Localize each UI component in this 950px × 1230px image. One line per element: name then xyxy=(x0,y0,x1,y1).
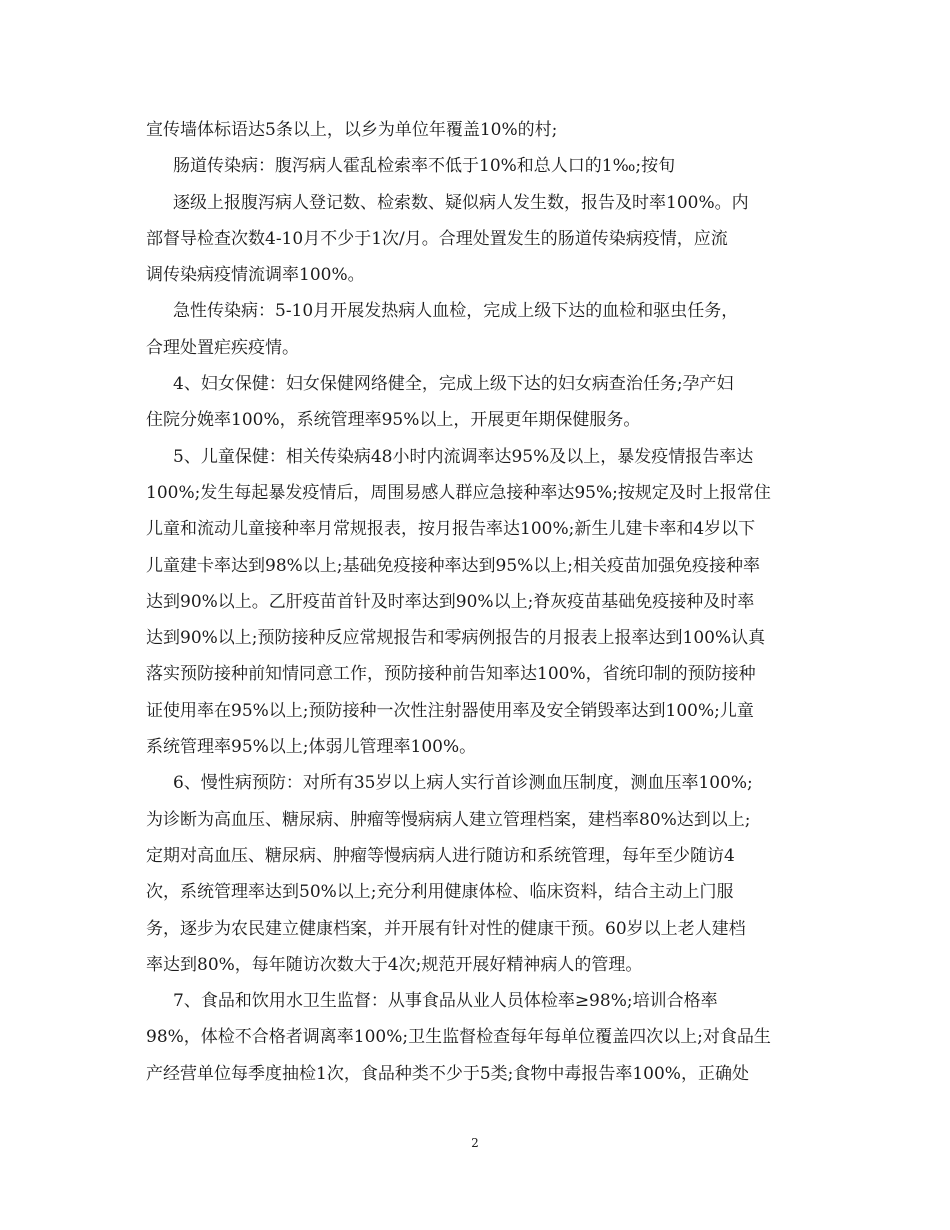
text-line: 达到90%以上。乙肝疫苗首针及时率达到90%以上;脊灰疫苗基础免疫接种及时率 xyxy=(146,591,755,612)
text-line: 调传染病疫情流调率100%。 xyxy=(146,265,365,286)
text-line: 6、慢性病预防：对所有35岁以上病人实行首诊测血压制度，测血压率100%; xyxy=(173,773,753,794)
text-line: 4、妇女保健：妇女保健网络健全，完成上级下达的妇女病查治任务;孕产妇 xyxy=(173,374,734,395)
text-line: 部督导检查次数4-10月不少于1次/月。合理处置发生的肠道传染病疫情，应流 xyxy=(146,228,728,249)
text-line: 宣传墙体标语达5条以上，以乡为单位年覆盖10%的村; xyxy=(146,120,558,140)
text-line: 儿童和流动儿童接种率月常规报表，按月报告率达100%;新生儿建卡率和4岁以下 xyxy=(146,519,756,540)
text-line: 落实预防接种前知情同意工作，预防接种前告知率达100%，省统印制的预防接种 xyxy=(146,664,756,685)
text-line: 次，系统管理率达到50%以上;充分利用健康体检、临床资料，结合主动上门服 xyxy=(146,882,734,903)
text-line: 定期对高血压、糖尿病、肿瘤等慢病病人进行随访和系统管理，每年至少随访4 xyxy=(146,845,735,866)
text-line: 急性传染病：5-10月开展发热病人血检，完成上级下达的血检和驱虫任务， xyxy=(173,301,739,322)
text-line: 儿童建卡率达到98%以上;基础免疫接种率达到95%以上;相关疫苗加强免疫接种率 xyxy=(146,555,761,576)
text-line: 合理处置疟疾疫情。 xyxy=(146,337,299,358)
text-line: 5、儿童保健：相关传染病48小时内流调率达95%及以上，暴发疫情报告率达 xyxy=(173,446,754,467)
text-line: 7、食品和饮用水卫生监督：从事食品从业人员体检率≥98%;培训合格率 xyxy=(173,991,718,1012)
text-line: 100%;发生每起暴发疫情后，周围易感人群应急接种率达95%;按规定及时上报常住 xyxy=(146,482,771,503)
page-number: 2 xyxy=(471,1136,479,1150)
text-line: 住院分娩率100%，系统管理率95%以上，开展更年期保健服务。 xyxy=(146,410,641,431)
text-line: 肠道传染病：腹泻病人霍乱检索率不低于10%和总人口的1‰;按旬 xyxy=(173,156,676,177)
text-line: 务，逐步为农民建立健康档案，并开展有针对性的健康干预。60岁以上老人建档 xyxy=(146,918,746,939)
text-line: 产经营单位每季度抽检1次，食品种类不少于5类;食物中毒报告率100%，正确处 xyxy=(146,1063,749,1084)
document-body xyxy=(146,112,806,1092)
text-line: 系统管理率95%以上;体弱儿管理率100%。 xyxy=(146,737,477,758)
text-line: 98%，体检不合格者调离率100%;卫生监督检查每年每单位覆盖四次以上;对食品生 xyxy=(146,1027,771,1048)
text-line: 达到90%以上;预防接种反应常规报告和零病例报告的月报表上报率达到100%认真 xyxy=(146,628,766,649)
text-line: 证使用率在95%以上;预防接种一次性注射器使用率及安全销毁率达到100%;儿童 xyxy=(146,700,754,721)
text-line: 为诊断为高血压、糖尿病、肿瘤等慢病病人建立管理档案，建档率80%达到以上; xyxy=(146,809,751,830)
text-line: 率达到80%，每年随访次数大于4次;规范开展好精神病人的管理。 xyxy=(146,954,643,975)
text-line: 逐级上报腹泻病人登记数、检索数、疑似病人发生数，报告及时率100%。内 xyxy=(173,192,749,213)
